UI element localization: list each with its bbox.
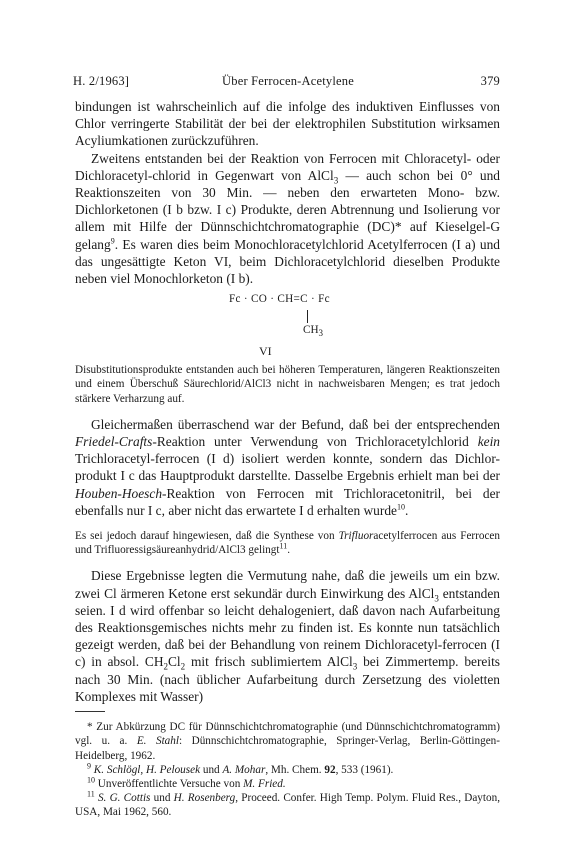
paragraph-second-finding: Zweitens entstanden bei der Reaktion von Ferrocen mit Chloracetyl- oder Dichloracetyl-chlorid in Gegenwart von AlCl$_3$ — auch schon bei 0° und Reaktionszeiten von 30 Min. — neben den erwarteten Mono- bzw. Dichlorketonen (I b bzw. I c) Produkte, deren Abtrennung und Isolierung vor allem mit Hilfe der Dünnschichtchromatographie (DC)* auf Kieselgel-G gelang$^9$. Es waren dies beim Monochloracetylchlorid Acetylferrocen (I a) und das ungesättigte Keton VI, beim Dichloracetylchlorid dieselben Produkte neben viel Monochlorketon (I b). (75, 150, 500, 287)
structural-formula-vi (75, 293, 500, 363)
footnote-ref-9: 9 (110, 236, 115, 246)
small-print-note-2: Es sei jedoch darauf hingewiesen, daß die Synthese von Trifluoracetylferrocen aus Ferrocen und Trifluoressigsäureanhydrid/AlCl3 gelingt$^{11}$. (75, 530, 500, 557)
footnote-10: $^{10}$ Unveröffentlichte Versuche von M. Fried. (87, 775, 286, 790)
footnote-11: $^{11}$ S. G. Cottis und H. Rosenberg, Proceed. Confer. High Temp. Polym. Fluid Res., Dayton, USA, Mai 1962, 560. (75, 789, 500, 819)
formula-methyl-group: $CH_3$ (303, 324, 324, 339)
formula-main-chain: Fc · CO · CH=C · Fc (229, 293, 330, 306)
article-body (75, 98, 500, 820)
footnote-9: $^9$ K. Schlögl, H. Pelousek und A. Mohar, Mh. Chem. 92, 533 (1961). (87, 760, 394, 776)
issue-reference: H. 2/1963] (73, 74, 130, 88)
formula-bond-line (307, 310, 308, 323)
paragraph-continued: bindungen ist wahrscheinlich auf die infolge des induktiven Einflusses von Chlor verringerte Stabilität der bei der elektrophilen Substitution wirksamen Acyliumkationen zurückzuführen. (75, 99, 500, 149)
footnote-ref-11: 11 (279, 541, 288, 551)
running-title: Über Ferrocen-Acetylene (222, 74, 354, 88)
small-print-note-1: Disubstitutionsprodukte entstanden auch bei höheren Temperaturen, längeren Reaktionszeiten und einem Überschuß Säurechlorid/AlCl3 nicht in nachweisbaren Mengen; es trat jedoch stärkere Verharzung auf. (75, 364, 500, 405)
paragraph-third-finding: Gleichermaßen überraschend war der Befund, daß bei der entsprechenden Friedel-Crafts-Reaktion unter Verwendung von Trichloracetylchlorid kein Trichloracetyl-ferrocen (I d) isoliert werden konnte, sondern das Dichlor-produkt I c das Hauptprodukt darstellte. Dasselbe Ergebnis erhielt man bei der Houben-Hoesch-Reaktion von Ferrocen mit Trichloracetonitril, bei der ebenfalls nur I c, aber nicht das erwartete I d erhalten wurde$^{10}$. (75, 416, 500, 518)
footnote-ref-10: 10 (396, 502, 405, 512)
footnote-asterisk: * Zur Abkürzung DC für Dünnschichtchromatographie (und Dünnschichtchromatogramm) vgl. u. a. E. Stahl: Dünnschichtchromatographie, Springer-Verlag, Berlin-Göttingen-Heidelberg, 1962. (75, 721, 500, 762)
page-number: 379 (480, 74, 500, 88)
footnote-divider (75, 711, 105, 712)
paragraph-dehalogenation: Diese Ergebnisse legten die Vermutung nahe, daß die jeweils um ein bzw. zwei Cl ärmeren Ketone erst sekundär durch Einwirkung des AlCl$_3$ entstanden seien. I d wird offenbar so leicht dehalogeniert, daß davon nach Aufarbeitung des Reaktionsgemisches nichts mehr zu finden ist. Es konnte nun tatsächlich gezeigt werden, daß bei der Behandlung von reinem Dichloracetyl-ferrocen (I c) in absol. $CH_2Cl_2$ mit frisch sublimiertem AlCl$_3$ bei Zimmertemp. bereits nach 30 Min. (nach üblicher Aufarbeitung durch Zersetzung des violetten Komplexes mit Wasser) (75, 568, 501, 704)
formula-label: VI (259, 344, 272, 359)
